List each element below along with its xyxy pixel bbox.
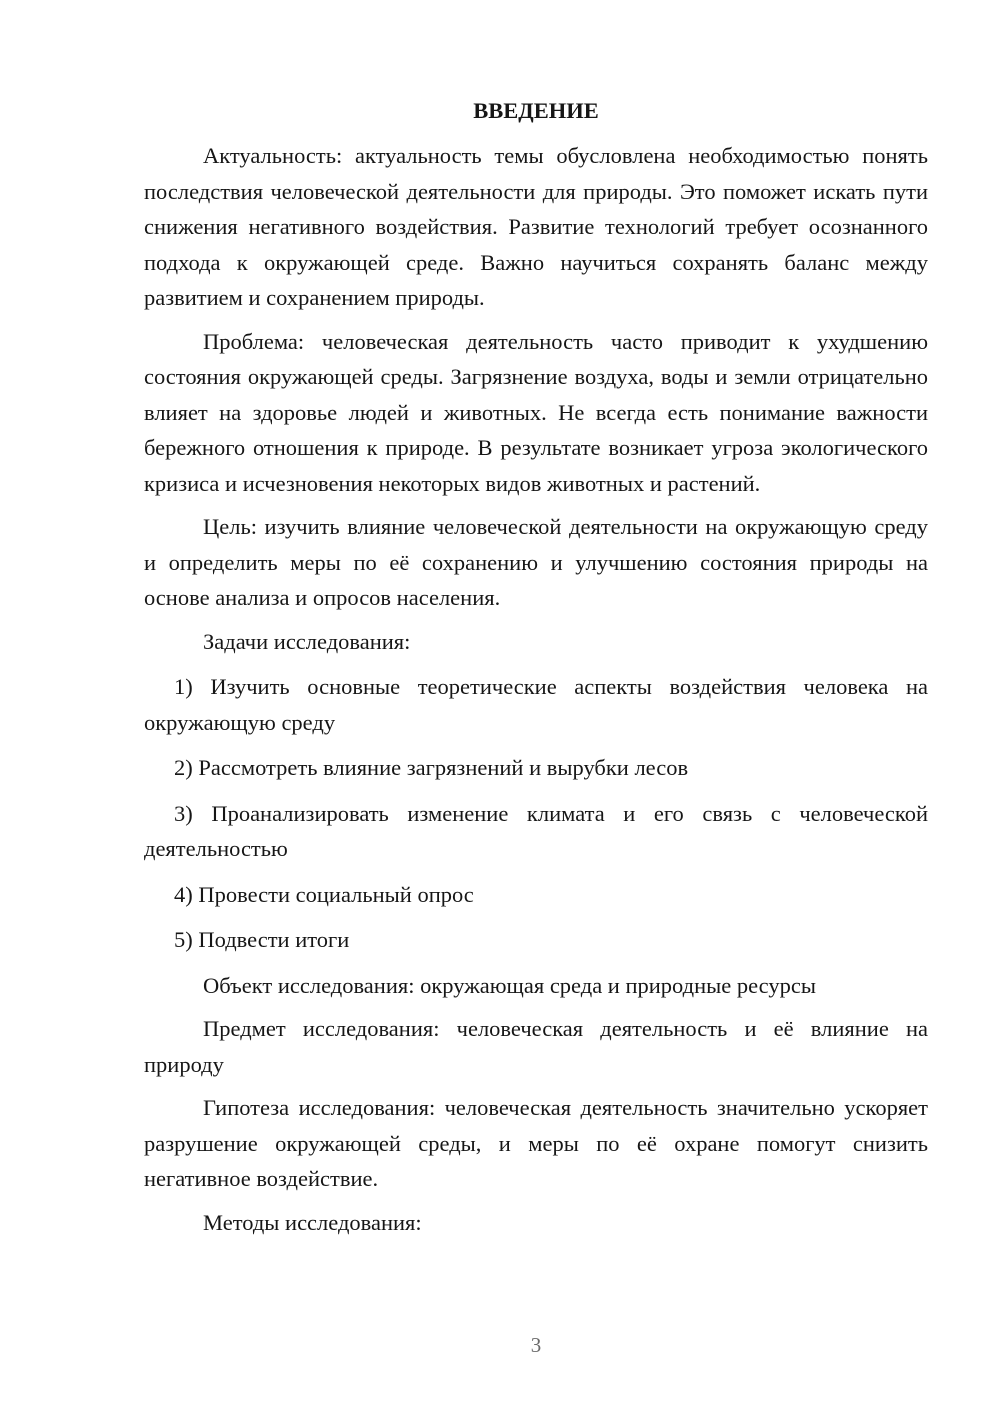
hypothesis-paragraph: Гипотеза исследования: человеческая деятельность значительно ускоряет разрушение окружающей среды, и меры по её охране помогут снизить негативное воздействие. (144, 1095, 928, 1191)
task-item-2: 2) Рассмотреть влияние загрязнений и вырубки лесов (174, 755, 689, 780)
object-paragraph: Объект исследования: окружающая среда и природные ресурсы (203, 972, 816, 998)
problem-paragraph: Проблема: человеческая деятельность часто приводит к ухудшению состояния окружающей среды. Загрязнение воздуха, воды и земли отрицательно влияет на здоровье людей и животных. Не всегда есть понимание важности бережного отношения к природе. В результате возникает угроза экологического кризиса и исчезновения некоторых видов животных и растений. (144, 328, 928, 496)
subject-paragraph: Предмет исследования: человеческая деятельность и её влияние на природу (144, 1016, 928, 1077)
document-page (144, 96, 928, 1250)
section-title: ВВЕДЕНИЕ (473, 98, 599, 123)
task-item-1: 1) Изучить основные теоретические аспекты воздействия человека на окружающую среду (144, 674, 928, 735)
methods-heading: Методы исследования: (203, 1209, 422, 1235)
tasks-heading: Задачи исследования: (203, 628, 411, 654)
goal-paragraph: Цель: изучить влияние человеческой деятельности на окружающую среду и определить меры по её сохранению и улучшению состояния природы на основе анализа и опросов населения. (144, 514, 928, 610)
task-item-5: 5) Подвести итоги (174, 927, 350, 952)
task-item-4: 4) Провести социальный опрос (174, 881, 474, 907)
task-item-3: 3) Проанализировать изменение климата и его связь с человеческой деятельностью (144, 800, 928, 861)
page-number: 3 (530, 1333, 542, 1357)
relevance-paragraph: Актуальность: актуальность темы обусловлена необходимостью понять последствия человеческой деятельности для природы. Это поможет искать пути снижения негативного воздействия. Развитие технологий требует осознанного подхода к окружающей среде. Важно научиться сохранять баланс между развитием и сохранением природы. (144, 143, 928, 310)
